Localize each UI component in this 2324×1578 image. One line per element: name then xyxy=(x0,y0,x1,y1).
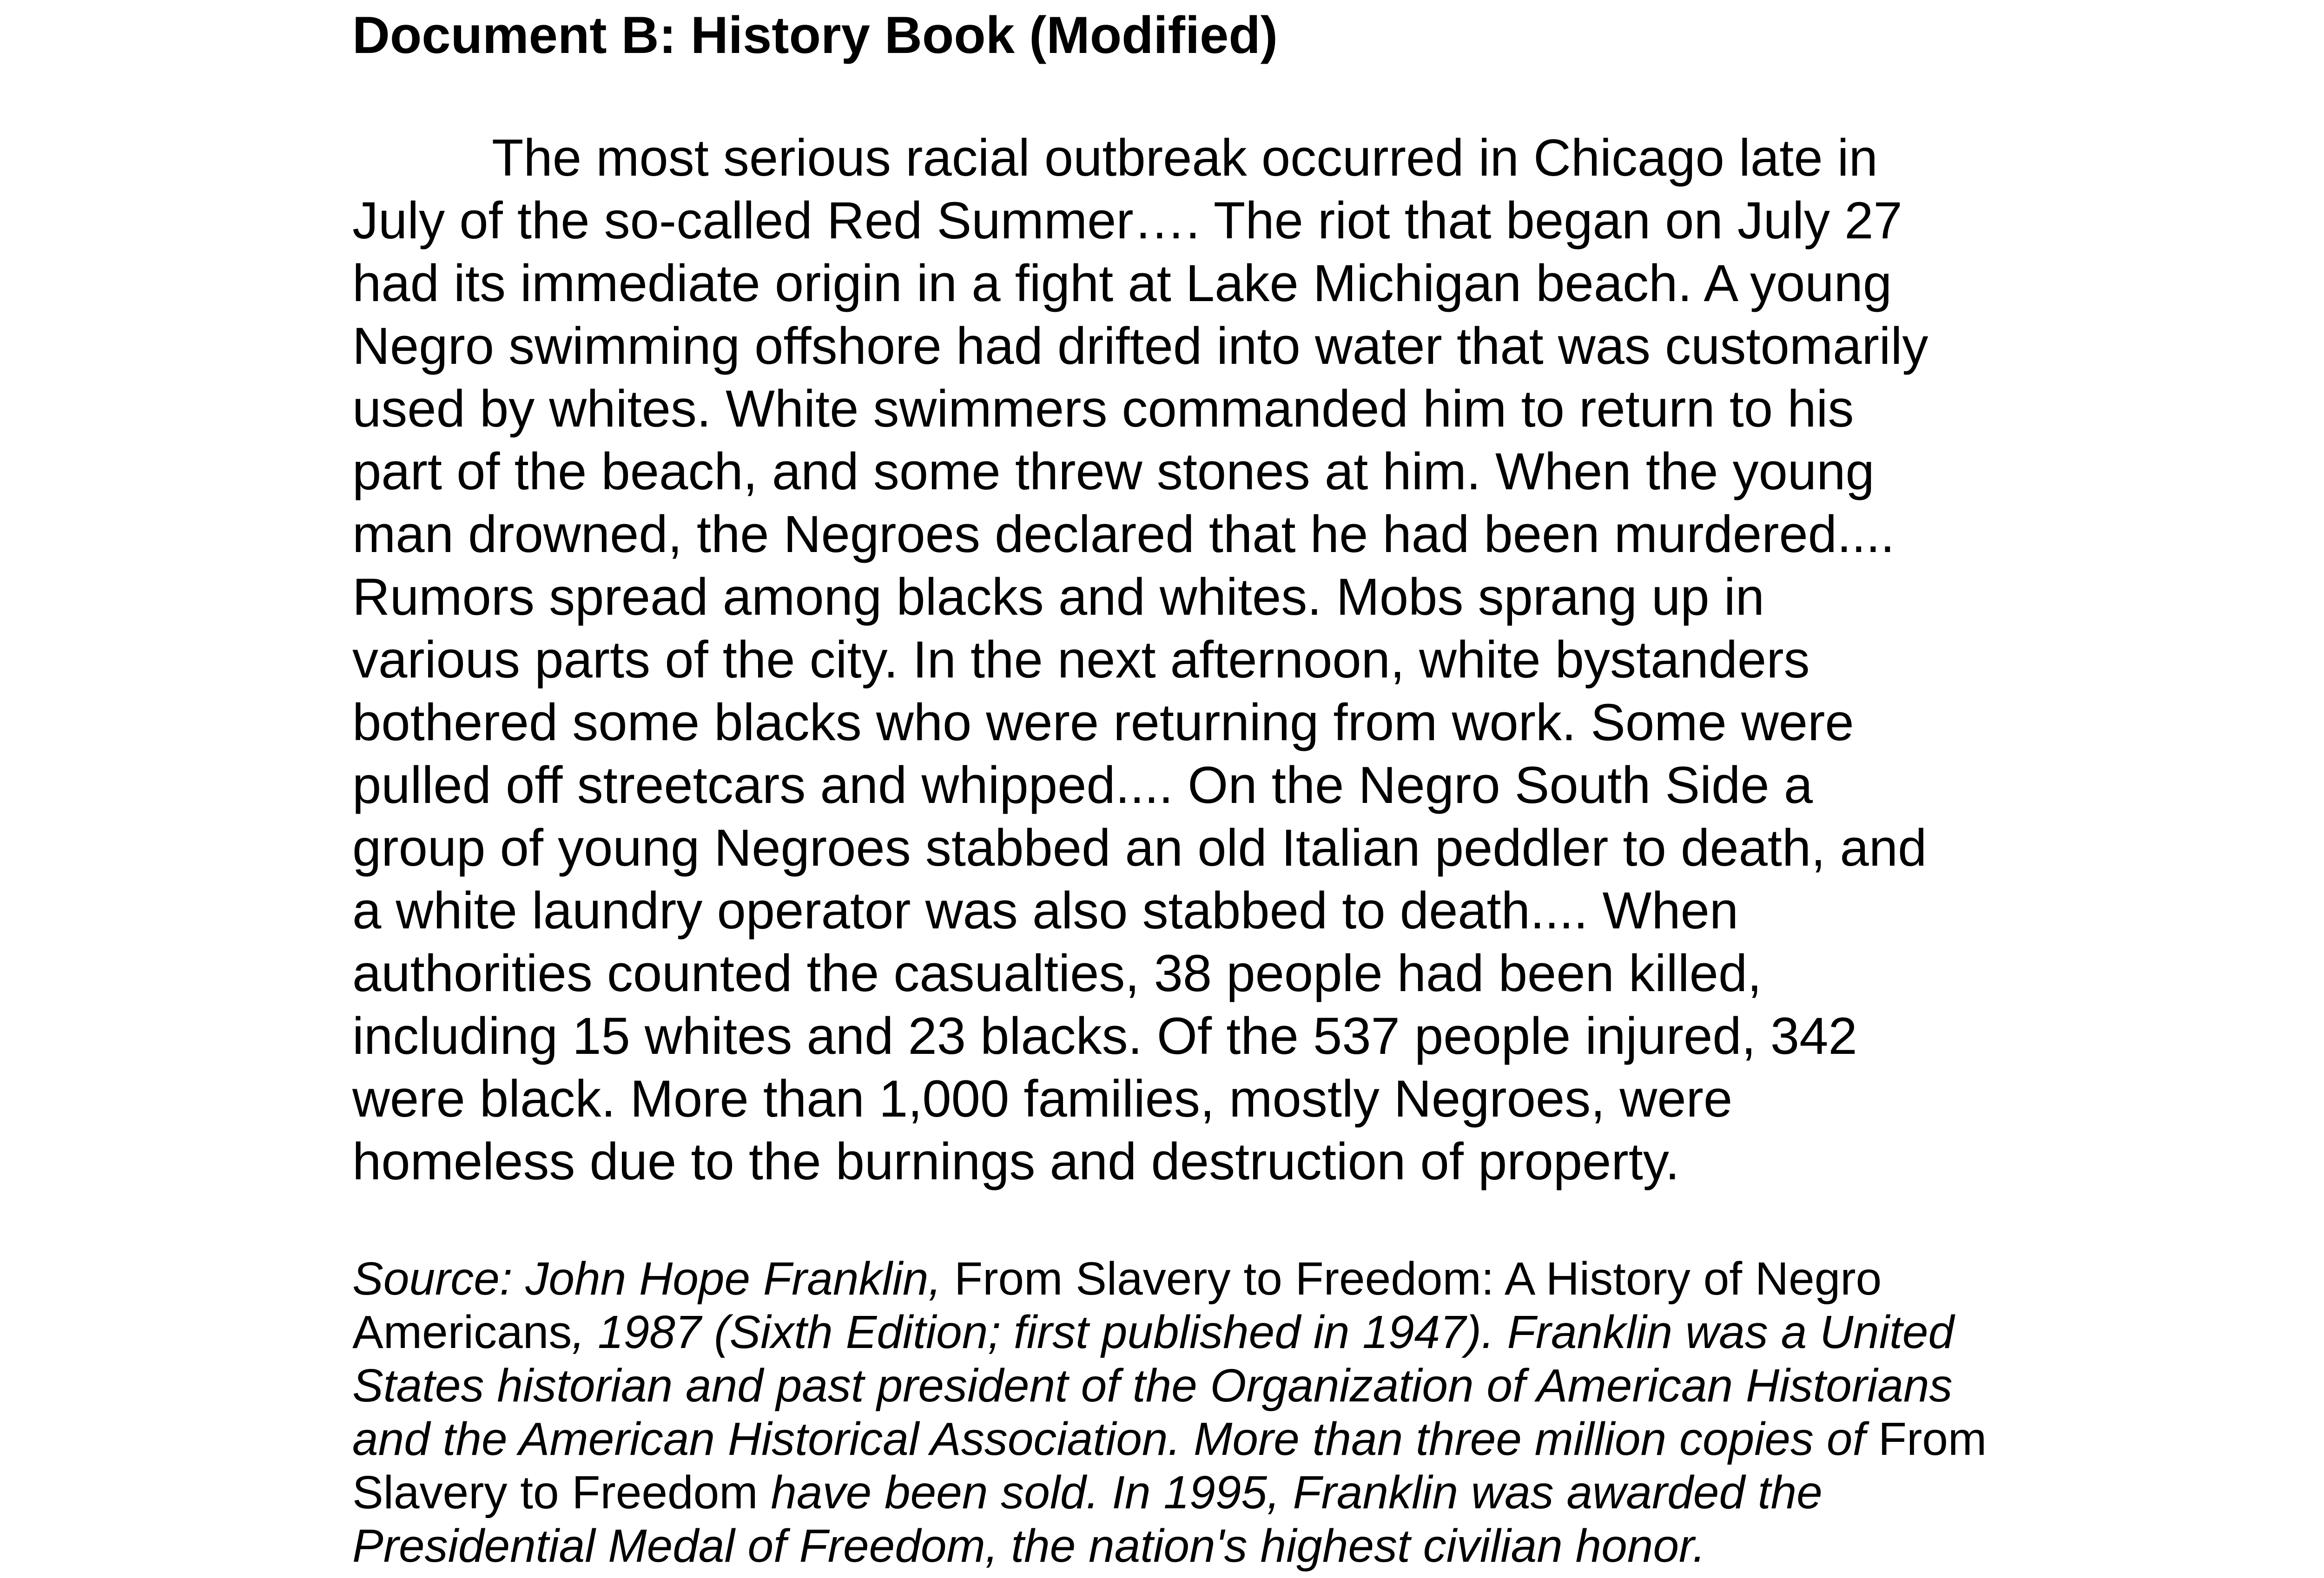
source-line xyxy=(352,1519,1987,1573)
source-citation xyxy=(352,1252,1987,1573)
body-line: The most serious racial outbreak occurred in Chicago late in xyxy=(492,129,1878,187)
source-line xyxy=(352,1306,1987,1359)
source-line xyxy=(352,1359,1987,1413)
body-line: part of the beach, and some threw stones at him. When the young xyxy=(352,442,1875,500)
document-title: Document B: History Book (Modified) xyxy=(352,6,1278,64)
body-line: Negro swimming offshore had drifted into water that was customarily xyxy=(352,317,1928,375)
source-italic-text: have been sold. In 1995, Franklin was awarded the xyxy=(771,1466,1822,1519)
body-line: man drowned, the Negroes declared that he had been murdered.... xyxy=(352,505,1895,563)
source-italic-text: and the American Historical Association. More than three million copies of xyxy=(352,1413,1879,1465)
body-line: pulled off streetcars and whipped.... On the Negro South Side a xyxy=(352,756,1813,814)
body-line: group of young Negroes stabbed an old Italian peddler to death, and xyxy=(352,819,1927,877)
body-line: were black. More than 1,000 families, mostly Negroes, were xyxy=(352,1070,1733,1128)
source-title-text: From xyxy=(1878,1413,1987,1465)
body-line: including 15 whites and 23 blacks. Of the 537 people injured, 342 xyxy=(352,1007,1857,1065)
source-title-text: Slavery to Freedom xyxy=(352,1466,771,1519)
source-title-text: Americans xyxy=(352,1306,572,1358)
body-line: homeless due to the burnings and destruction of property. xyxy=(352,1132,1680,1190)
source-title-text: From Slavery to Freedom: A History of Negro xyxy=(954,1253,1882,1305)
body-line: a white laundry operator was also stabbed to death.... When xyxy=(352,881,1739,940)
body-line: various parts of the city. In the next afternoon, white bystanders xyxy=(352,631,1810,689)
source-italic-text: Source: John Hope Franklin, xyxy=(352,1253,955,1305)
body-line: bothered some blacks who were returning from work. Some were xyxy=(352,693,1854,751)
source-italic-text: Presidential Medal of Freedom, the nation's highest civilian honor. xyxy=(352,1520,1706,1572)
source-italic-text: States historian and past president of the Organization of American Historians xyxy=(352,1360,1953,1412)
source-line xyxy=(352,1466,1987,1519)
body-line: Rumors spread among blacks and whites. Mobs sprang up in xyxy=(352,568,1764,626)
source-italic-text: , 1987 (Sixth Edition; first published in 1947). Franklin was a United xyxy=(572,1306,1954,1358)
source-line xyxy=(352,1252,1987,1306)
source-line xyxy=(352,1413,1987,1466)
body-line: authorities counted the casualties, 38 people had been killed, xyxy=(352,944,1762,1002)
body-line: July of the so-called Red Summer…. The riot that began on July 27 xyxy=(352,191,1902,250)
body-line: used by whites. White swimmers commanded him to return to his xyxy=(352,380,1854,438)
body-line: had its immediate origin in a fight at Lake Michigan beach. A young xyxy=(352,254,1892,312)
body-paragraph xyxy=(352,126,1928,1193)
